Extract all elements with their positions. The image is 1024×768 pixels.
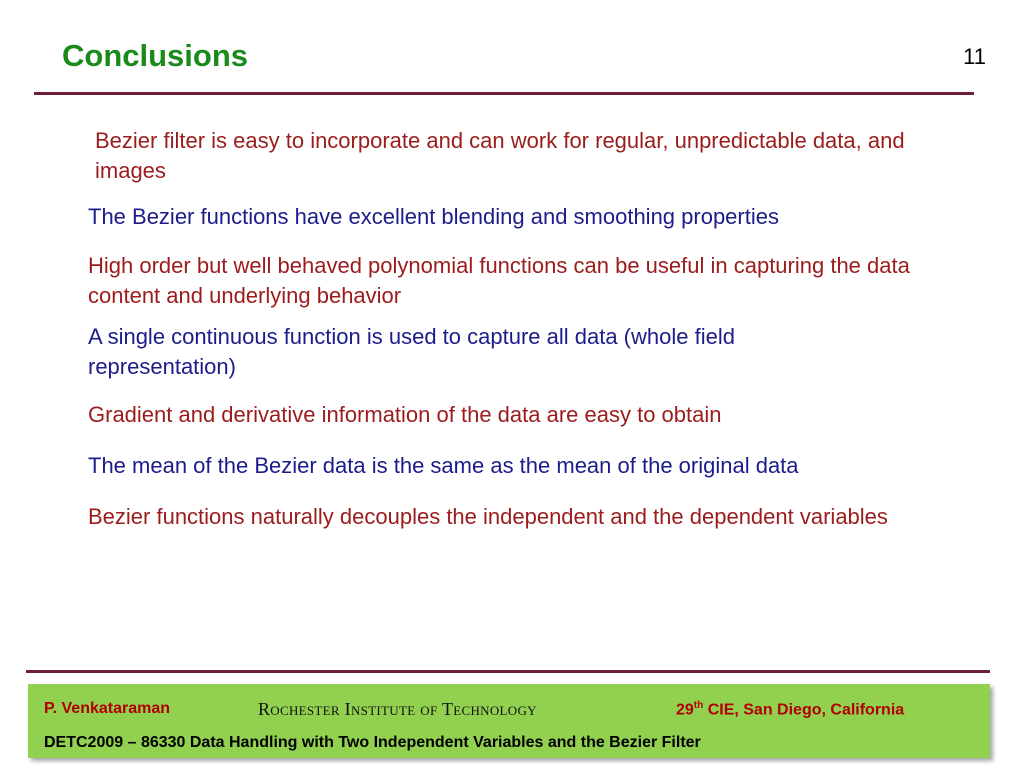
bullet-item: The mean of the Bezier data is the same as the mean of the original data xyxy=(88,453,799,478)
bullet-item: Gradient and derivative information of the data are easy to obtain xyxy=(88,402,722,427)
footer-conference xyxy=(676,700,904,719)
footer-institution: Rochester Institute of Technology xyxy=(258,699,537,719)
bullet-item: Bezier functions naturally decouples the independent and the dependent variables xyxy=(88,504,888,529)
bottom-divider xyxy=(26,670,990,673)
bullet-item: A single continuous function is used to capture all data (whole field representation) xyxy=(88,324,735,379)
footer-banner xyxy=(28,684,990,758)
footer-paper-title: DETC2009 – 86330 Data Handling with Two Independent Variables and the Bezier Filter xyxy=(44,734,701,751)
conference-number: 29 xyxy=(676,701,694,719)
slide-title: Conclusions xyxy=(62,38,249,73)
bullet-item: Bezier filter is easy to incorporate and can work for regular, unpredictable data, and images xyxy=(95,128,905,183)
conference-location: CIE, San Diego, California xyxy=(703,701,905,719)
page-number: 11 xyxy=(963,44,986,69)
conference-ordinal: th xyxy=(693,700,704,711)
footer-author: P. Venkataraman xyxy=(44,700,171,717)
bullet-item: High order but well behaved polynomial functions can be useful in capturing the data content and underlying behavior xyxy=(88,253,910,308)
top-divider xyxy=(34,92,974,95)
bullet-item: The Bezier functions have excellent blending and smoothing properties xyxy=(88,204,779,229)
